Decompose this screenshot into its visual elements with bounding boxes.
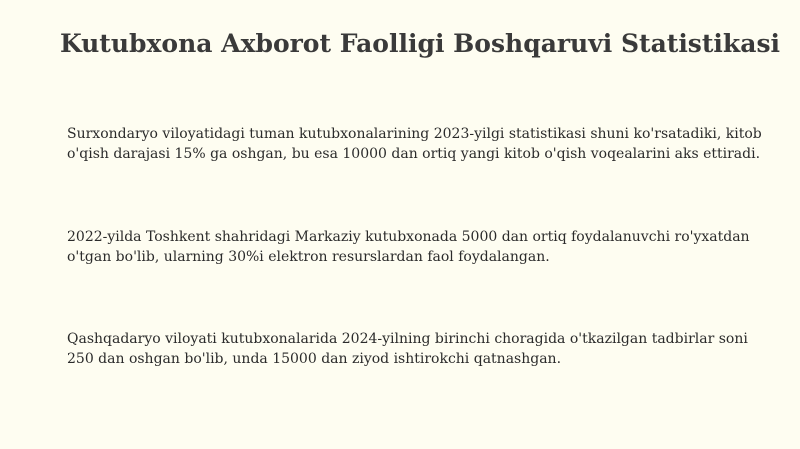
- paragraph-qashqadaryo-statistics: Qashqadaryo viloyati kutubxonalarida 2024-yilning birinchi choragida o'tkazilgan tadbirlar soni 250 dan oshgan bo'lib, unda 15000 dan ziyod ishtirokchi qatnashgan.: [67, 331, 748, 367]
- paragraph-surxondaryo-statistics: Surxondaryo viloyatidagi tuman kutubxonalarining 2023-yilgi statistikasi shuni ko'rsatadiki, kitob o'qish darajasi 15% ga oshgan, bu esa 10000 dan ortiq yangi kitob o'qish voqealarini aks ettiradi.: [67, 126, 762, 162]
- page-title: Kutubxona Axborot Faolligi Boshqaruvi Statistikasi: [59, 29, 781, 58]
- paragraph-toshkent-statistics: 2022-yilda Toshkent shahridagi Markaziy kutubxonada 5000 dan ortiq foydalanuvchi ro'yxatdan o'tgan bo'lib, ularning 30%i elektron resurslardan faol foydalangan.: [67, 229, 750, 265]
